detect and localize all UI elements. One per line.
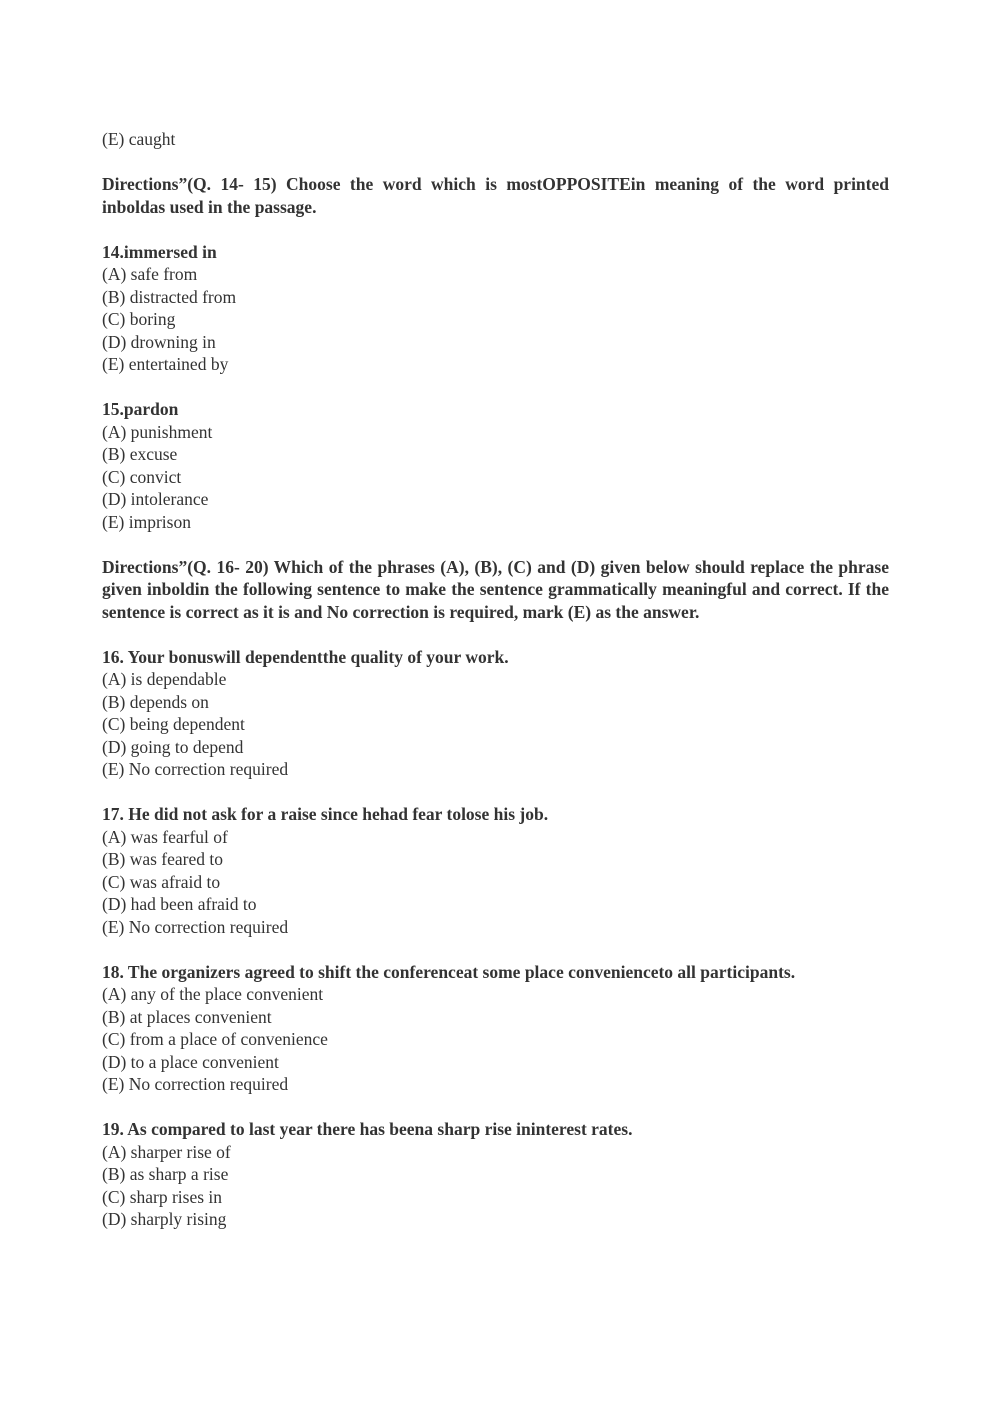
- option: (D) to a place convenient: [102, 1051, 279, 1072]
- previous-option: (E) caught: [102, 129, 176, 149]
- option: (E) No correction required: [102, 759, 289, 779]
- question-stem: 16. Your bonuswill dependentthe quality of your work.: [102, 646, 509, 667]
- option: (D) had been afraid to: [102, 894, 257, 914]
- question-block: [102, 961, 889, 1096]
- spacer: [102, 218, 889, 241]
- option: (D) sharply rising: [102, 1209, 227, 1229]
- option: (B) at places convenient: [102, 1006, 272, 1027]
- option: (A) punishment: [102, 421, 213, 442]
- question-stem: 17. He did not ask for a raise since hehad fear tolose his job.: [102, 804, 549, 824]
- option: (A) was fearful of: [102, 826, 228, 847]
- question-stem: 18. The organizers agreed to shift the conferenceat some place convenienceto all participants.: [102, 961, 796, 982]
- option: (E) imprison: [102, 511, 191, 532]
- option: (B) distracted from: [102, 286, 237, 307]
- document-page: [102, 128, 889, 1231]
- spacer: [102, 1096, 889, 1119]
- option: (B) excuse: [102, 444, 178, 464]
- option: (A) safe from: [102, 264, 198, 284]
- question-block: [102, 1118, 889, 1231]
- option: (D) intolerance: [102, 489, 209, 509]
- option: (E) entertained by: [102, 354, 229, 374]
- question-block: [102, 646, 889, 781]
- option: (C) being dependent: [102, 714, 245, 734]
- directions-sentence-correction: Directions”(Q. 16- 20) Which of the phrases (A), (B), (C) and (D) given below should replace the phrase given inboldin the following sentence to make the sentence grammatically meaningful and correct. If the sentence is correct as it is and No correction is required, mark (E) as the answer.: [102, 556, 889, 622]
- spacer: [102, 533, 889, 556]
- option: (C) convict: [102, 466, 182, 487]
- option: (A) sharper rise of: [102, 1141, 231, 1162]
- spacer: [102, 781, 889, 804]
- question-stem: 15.pardon: [102, 399, 179, 419]
- spacer: [102, 376, 889, 399]
- option: (A) any of the place convenient: [102, 984, 324, 1004]
- option: (D) going to depend: [102, 736, 244, 757]
- option: (B) as sharp a rise: [102, 1164, 229, 1184]
- option: (E) No correction required: [102, 916, 289, 937]
- spacer: [102, 938, 889, 961]
- question-stem: 19. As compared to last year there has beena sharp rise ininterest rates.: [102, 1119, 633, 1139]
- question-block: [102, 803, 889, 938]
- option: (C) from a place of convenience: [102, 1029, 328, 1049]
- option: (E) No correction required: [102, 1074, 289, 1094]
- spacer: [102, 623, 889, 646]
- option: (C) sharp rises in: [102, 1186, 223, 1207]
- question-stem: 14.immersed in: [102, 241, 217, 262]
- option: (C) boring: [102, 309, 176, 329]
- option: (B) depends on: [102, 691, 209, 712]
- option: (C) was afraid to: [102, 871, 221, 892]
- option: (D) drowning in: [102, 331, 216, 352]
- spacer: [102, 151, 889, 174]
- question-block: [102, 241, 889, 376]
- question-block: [102, 398, 889, 533]
- directions-antonyms: Directions”(Q. 14- 15) Choose the word which is mostOPPOSITEin meaning of the word printed inboldas used in the passage.: [102, 174, 889, 217]
- option: (A) is dependable: [102, 669, 227, 689]
- option: (B) was feared to: [102, 849, 223, 869]
